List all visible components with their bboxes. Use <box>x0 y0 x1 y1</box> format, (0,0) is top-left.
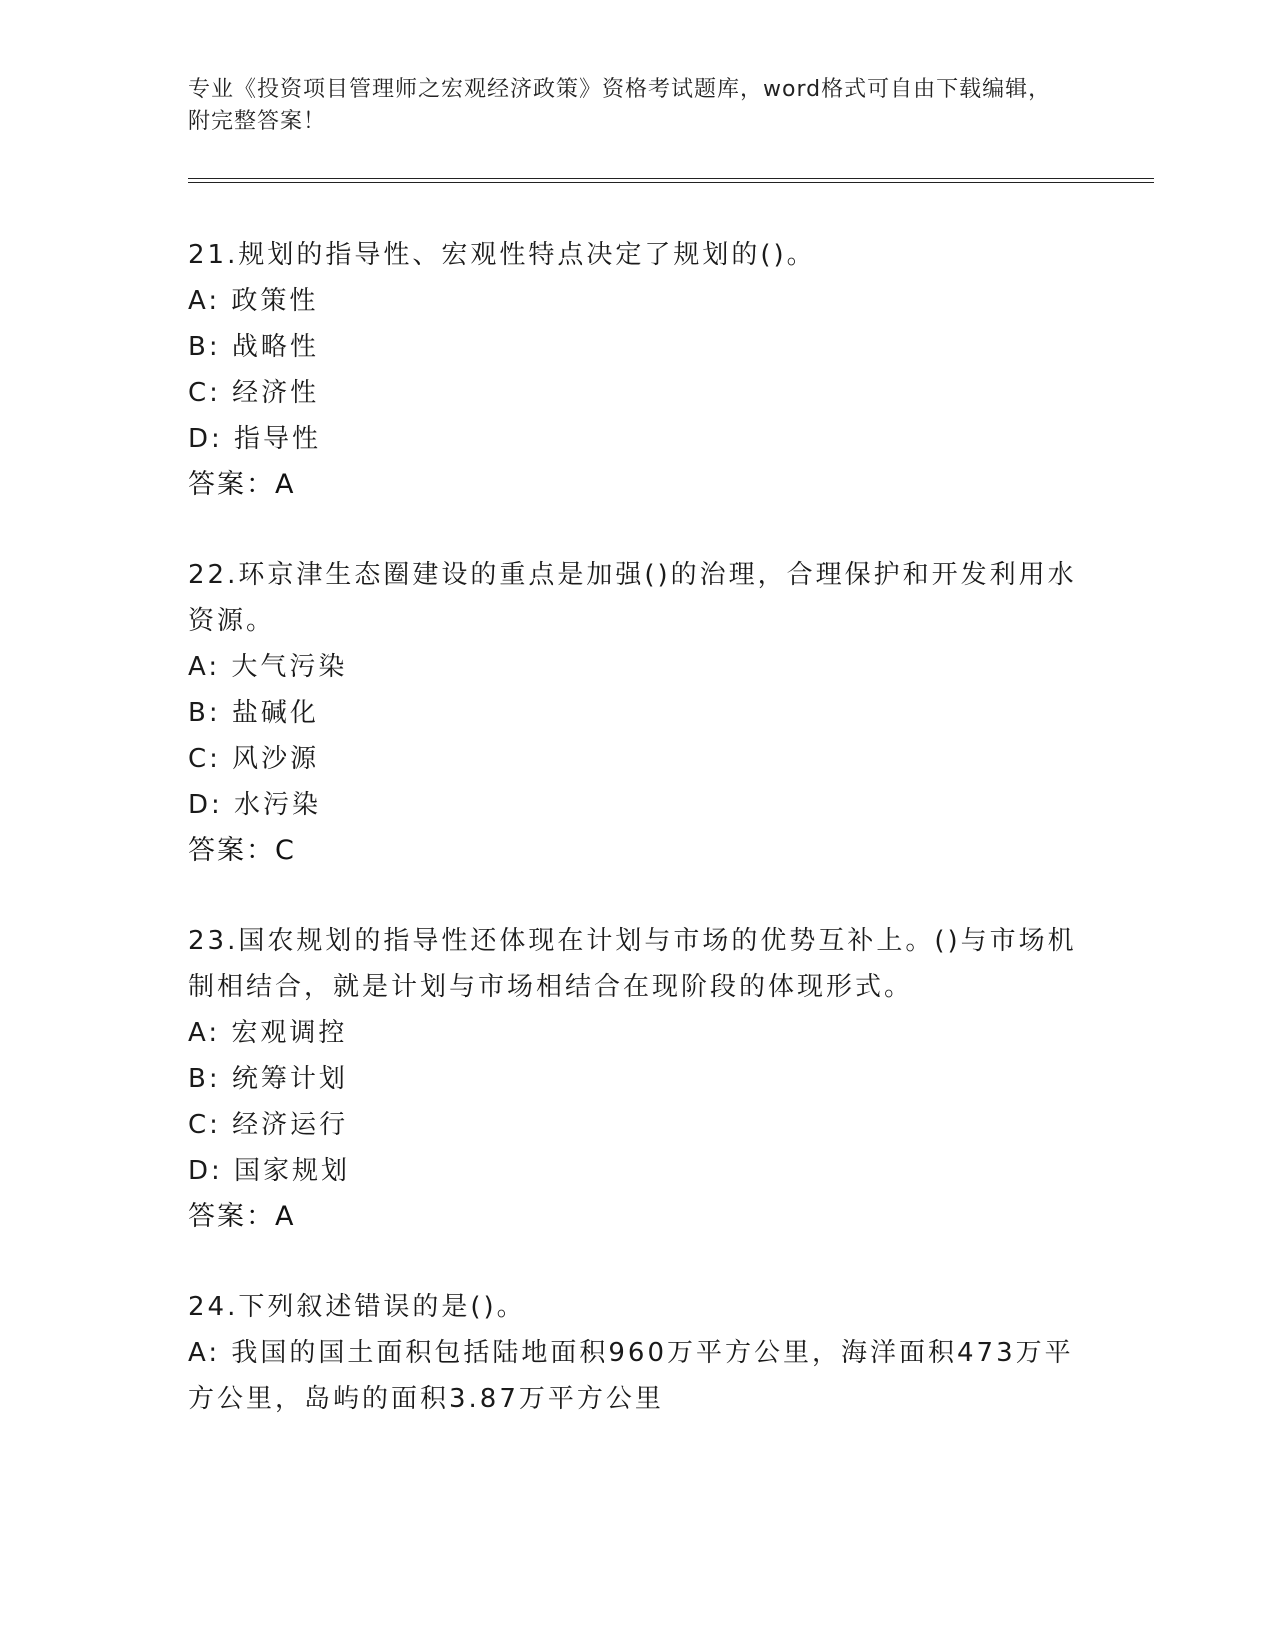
option-b: B: 统筹计划 <box>188 1064 348 1094</box>
option-d: D: 指导性 <box>188 424 322 454</box>
option-b: B: 盐碱化 <box>188 698 319 728</box>
answer-label: 答案：A <box>188 1201 296 1232</box>
question-21 <box>188 232 1078 508</box>
question-stem: 23.国农规划的指导性还体现在计划与市场的优势互补上。()与市场机制相结合，就是计划与市场相结合在现阶段的体现形式。 <box>188 926 1077 1002</box>
option-a: A: 我国的国土面积包括陆地面积960万平方公里，海洋面积473万平方公里，岛屿的面积3.87万平方公里 <box>188 1338 1074 1414</box>
question-stem: 24.下列叙述错误的是()。 <box>188 1292 526 1322</box>
header-rule-bottom <box>188 182 1154 183</box>
question-stem: 22.环京津生态圈建设的重点是加强()的治理，合理保护和开发利用水资源。 <box>188 560 1077 636</box>
option-d: D: 水污染 <box>188 790 322 820</box>
option-c: C: 风沙源 <box>188 744 320 774</box>
question-23 <box>188 918 1078 1240</box>
header-rule-top <box>188 178 1154 179</box>
question-stem: 21.规划的指导性、宏观性特点决定了规划的()。 <box>188 240 816 270</box>
question-22 <box>188 552 1078 874</box>
answer-label: 答案：A <box>188 469 296 500</box>
document-header: 专业《投资项目管理师之宏观经济政策》资格考试题库，word格式可自由下载编辑，附完整答案！ <box>188 77 1052 134</box>
option-c: C: 经济性 <box>188 378 320 408</box>
option-d: D: 国家规划 <box>188 1156 351 1186</box>
option-c: C: 经济运行 <box>188 1110 349 1140</box>
option-a: A: 宏观调控 <box>188 1018 348 1048</box>
option-a: A: 大气污染 <box>188 652 348 682</box>
option-b: B: 战略性 <box>188 332 319 362</box>
option-a: A: 政策性 <box>188 286 319 316</box>
answer-label: 答案：C <box>188 835 296 866</box>
question-24 <box>188 1284 1078 1422</box>
